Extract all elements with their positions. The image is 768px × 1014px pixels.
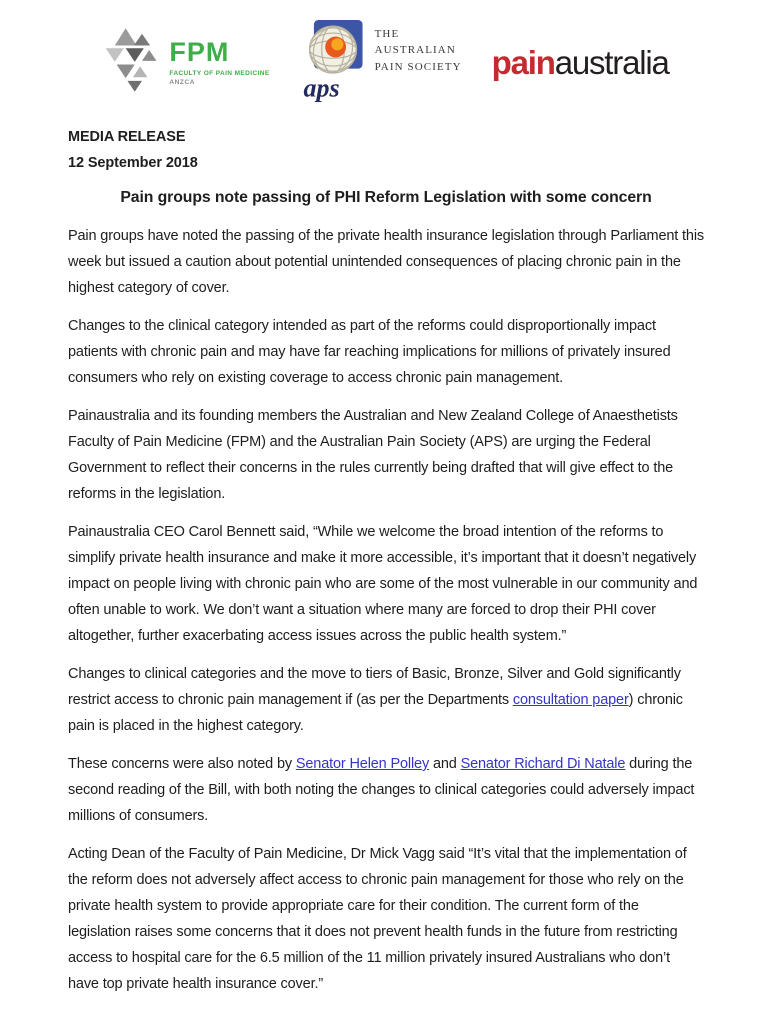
fpm-triangles-icon (103, 25, 161, 100)
aps-line-2: AUSTRALIAN (374, 44, 456, 56)
paragraph-text: Acting Dean of the Faculty of Pain Medicine, Dr Mick Vagg said “It’s vital that the implementation of the reform does not adversely affect access to chronic pain management for those who rely on the private health system to provide appropriate care for their condition. The current form of the legislation raises some concerns that it does not prevent health funds in the future from restricting access to hospital care for the 6.5 million of the 11 million privately insured Australians who don’t have top private health insurance cover.” (68, 846, 687, 992)
consultation-paper-link[interactable]: consultation paper (512, 692, 629, 708)
media-release-kicker: MEDIA RELEASE (68, 129, 186, 145)
paragraph (68, 403, 704, 507)
paragraph-text: Changes to the clinical category intended as part of the reforms could disproportionally impact patients with chronic pain and may have far reaching implications for millions of privately insured consumers who rely on existing coverage to access chronic pain management. (68, 318, 671, 386)
body-paragraphs (68, 223, 704, 997)
senator-helen-polley-link[interactable]: Senator Helen Polley (295, 756, 430, 772)
paragraph-text: and (429, 756, 461, 772)
fpm-logo (103, 25, 269, 100)
fpm-logo-text (169, 36, 270, 86)
aps-logo (300, 18, 462, 107)
paragraph-text: during the second reading of the Bill, with both noting the changes to clinical categories could adversely impact millions of consumers. (68, 756, 695, 824)
release-title: Pain groups note passing of PHI Reform Legislation with some concern (120, 189, 652, 206)
fpm-subtitle: FACULTY OF PAIN MEDICINE (169, 69, 270, 77)
paragraph (68, 223, 704, 301)
fpm-acronym: FPM (169, 36, 230, 67)
paragraph-text: These concerns were also noted by (68, 756, 296, 772)
paragraph (68, 519, 704, 649)
aps-line-1: THE (374, 27, 400, 40)
painaustralia-australia: australia (554, 43, 669, 81)
fpm-org: ANZCA (169, 78, 196, 86)
paragraph (68, 841, 704, 997)
aps-logo-text (375, 18, 462, 76)
paragraph (68, 751, 704, 829)
painaustralia-logo (491, 43, 669, 81)
senator-richard-di-natale-link[interactable]: Senator Richard Di Natale (460, 756, 626, 772)
paragraph (68, 661, 704, 739)
aps-acronym-glyph: aps (303, 72, 340, 102)
paragraph-text: ) chronic pain is placed in the highest category. (68, 692, 683, 734)
paragraph-text: Changes to clinical categories and the move to tiers of Basic, Bronze, Silver and Gold significantly restrict access to chronic pain management if (as per the Departments (68, 666, 681, 708)
painaustralia-pain: pain (491, 43, 555, 81)
aps-line-3: PAIN SOCIETY (374, 60, 462, 73)
paragraph-text: Pain groups have noted the passing of the private health insurance legislation through Parliament this week but issued a caution about potential unintended consequences of placing chronic pain in the highest category of cover. (68, 228, 705, 296)
aps-globe-icon (300, 18, 366, 107)
logo-header (68, 14, 704, 110)
release-date: 12 September 2018 (68, 155, 198, 171)
paragraph-text: Painaustralia and its founding members the Australian and New Zealand College of Anaesthetists Faculty of Pain Medicine (FPM) and the Australian Pain Society (APS) are urging the Federal Government to reflect their concerns in the rules currently being drafted that will give effect to the reforms in the legislation. (68, 408, 678, 502)
paragraph (68, 313, 704, 391)
paragraph-text: Painaustralia CEO Carol Bennett said, “While we welcome the broad intention of the reforms to simplify private health insurance and make it more accessible, it’s important that it doesn’t negatively impact on people living with chronic pain who are some of the most vulnerable in our community and often unable to work. We don’t want a situation where many are forced to drop their PHI cover altogether, further exacerbating access issues across the public health system.” (68, 524, 698, 644)
